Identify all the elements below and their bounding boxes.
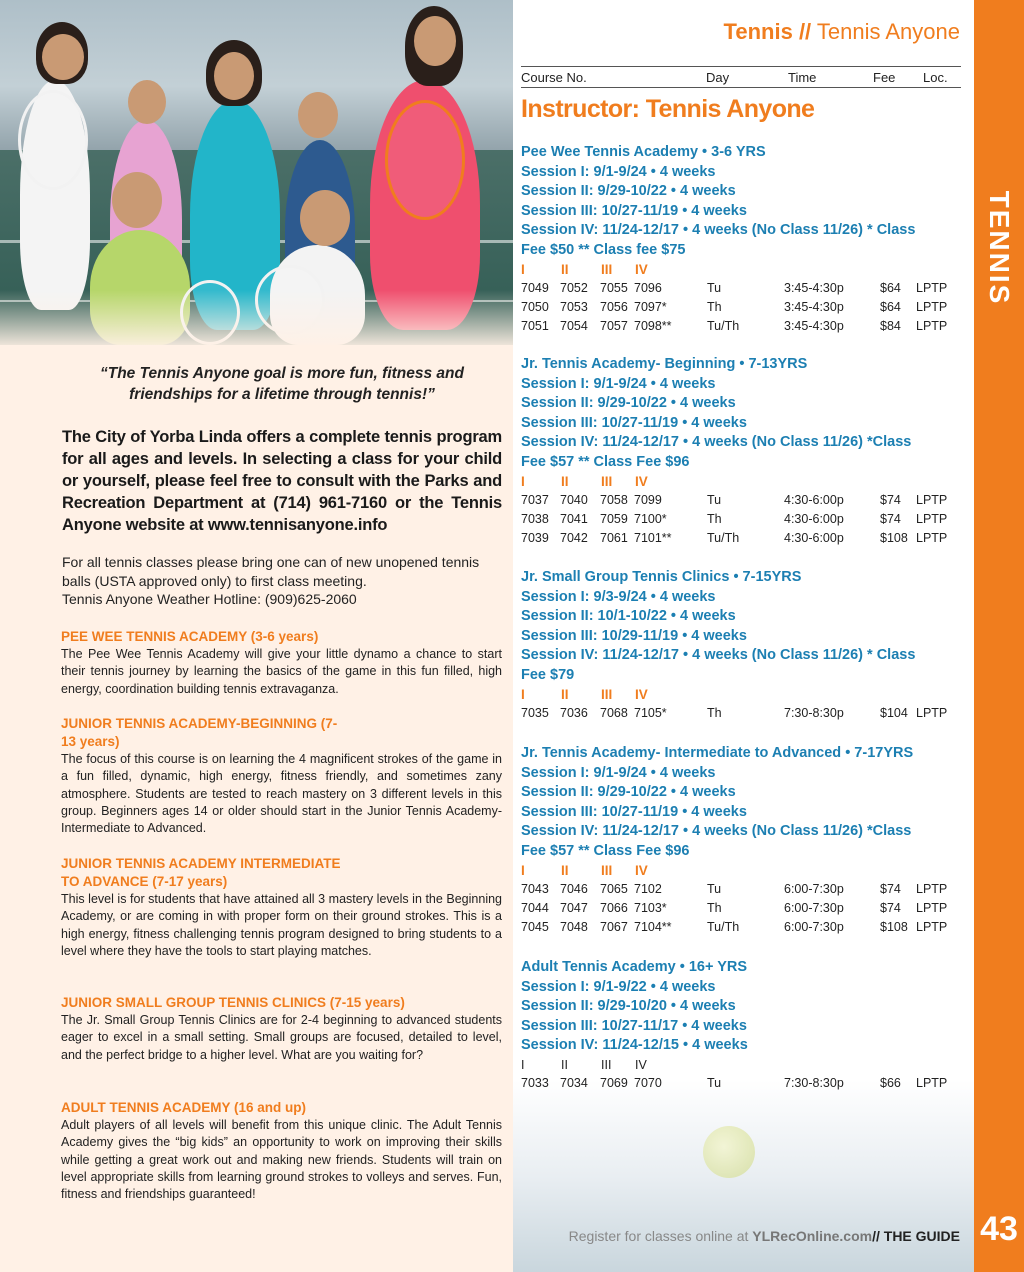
course-number: 7039 xyxy=(521,530,549,545)
level-label: III xyxy=(601,261,613,277)
course-number: 7051 xyxy=(521,318,549,333)
title-separator: // xyxy=(798,19,812,44)
class-title: Pee Wee Tennis Academy • 3-6 YRS xyxy=(521,144,766,160)
intro-paragraph: The City of Yorba Linda offers a complete tennis program for all ages and levels. In selecting a class for your child or yourself, please feel free to consult with the Parks and Recreation Department at (714) 961-7160 or the Tennis Anyone website at www.tennisanyone.info xyxy=(62,428,502,534)
course-location: LPTP xyxy=(916,511,948,526)
course-time: 7:30-8:30p xyxy=(784,705,844,720)
course-day: Th xyxy=(707,705,722,720)
course-number: 7102 xyxy=(634,881,662,896)
weather-hotline: Tennis Anyone Weather Hotline: (909)625-2060 xyxy=(62,591,357,607)
course-number: 7036 xyxy=(560,705,588,720)
class-block xyxy=(521,744,966,937)
description-title: JUNIOR TENNIS ACADEMY-BEGINNING (7-13 years) xyxy=(61,716,338,749)
course-time: 4:30-6:00p xyxy=(784,511,844,526)
course-number: 7070 xyxy=(634,1075,662,1090)
description-title: ADULT TENNIS ACADEMY (16 and up) xyxy=(61,1100,307,1115)
instructor-heading: Instructor: Tennis Anyone xyxy=(521,95,815,123)
kid-face xyxy=(42,34,84,80)
course-number: 7059 xyxy=(600,511,628,526)
description-small-group xyxy=(61,994,502,1064)
course-location: LPTP xyxy=(916,919,948,934)
session-line: Fee $57 ** Class Fee $96 xyxy=(521,453,690,470)
session-line: Session IV: 11/24-12/17 • 4 weeks (No Class 11/26) * Class xyxy=(521,647,916,664)
class-note xyxy=(62,553,507,609)
description-junior-beginning xyxy=(61,715,502,837)
course-number: 7105* xyxy=(634,705,667,720)
kid-face xyxy=(300,190,350,246)
course-day: Tu xyxy=(707,881,722,896)
session-line: Session III: 10/27-11/19 • 4 weeks xyxy=(521,202,747,219)
class-title: Jr. Small Group Tennis Clinics • 7-15YRS xyxy=(521,569,802,585)
description-body: The focus of this course is on learning the 4 magnificent strokes of the game in a fun filled, dynamic, high energy, fitness friendly, and sometimes zany atmosphere. Students are tested to reach mastery on 3 different levels in this group. Beginners ages 14 or older should start in the Junior Tennis Academy- Intermediate to Advanced. xyxy=(61,752,502,836)
session-line: Session II: 9/29-10/20 • 4 weeks xyxy=(521,998,736,1015)
footer-guide: // THE GUIDE xyxy=(872,1228,960,1244)
course-number: 7101** xyxy=(634,530,672,545)
course-time: 4:30-6:00p xyxy=(784,530,844,545)
course-fee: $84 xyxy=(880,318,901,333)
kid-face xyxy=(414,16,456,66)
section-title: Tennis xyxy=(723,19,793,44)
course-time: 4:30-6:00p xyxy=(784,492,844,507)
course-number: 7049 xyxy=(521,280,549,295)
racket xyxy=(18,90,88,190)
course-fee: $74 xyxy=(880,492,901,507)
session-line: Fee $79 xyxy=(521,666,575,683)
course-number: 7055 xyxy=(600,280,628,295)
kids-tennis-photo xyxy=(0,0,513,345)
course-number: 7033 xyxy=(521,1075,549,1090)
description-pee-wee xyxy=(61,628,502,698)
session-line: Session IV: 11/24-12/15 • 4 weeks xyxy=(521,1037,748,1054)
course-time: 6:00-7:30p xyxy=(784,919,844,934)
course-number: 7048 xyxy=(560,919,588,934)
course-row xyxy=(521,1074,966,1093)
col-loc: Loc. xyxy=(923,70,948,85)
class-block xyxy=(521,355,966,548)
session-line: Session III: 10/29-11/19 • 4 weeks xyxy=(521,627,747,644)
course-number: 7035 xyxy=(521,705,549,720)
course-number: 7058 xyxy=(600,492,628,507)
page-title xyxy=(724,18,960,46)
course-row xyxy=(521,529,966,548)
course-fee: $64 xyxy=(880,299,901,314)
course-row xyxy=(521,704,966,723)
side-tab-text: TENNIS xyxy=(984,190,1015,306)
class-block xyxy=(521,568,966,723)
session-line: Fee $50 ** Class fee $75 xyxy=(521,241,686,258)
level-label: II xyxy=(561,1057,568,1072)
course-number: 7053 xyxy=(560,299,588,314)
level-row xyxy=(521,261,966,279)
level-label: II xyxy=(561,261,569,277)
kid-face xyxy=(298,92,338,138)
course-day: Tu/Th xyxy=(707,530,740,545)
course-number: 7043 xyxy=(521,881,549,896)
course-number: 7052 xyxy=(560,280,588,295)
session-line: Session IV: 11/24-12/17 • 4 weeks (No Class 11/26) * Class xyxy=(521,222,916,239)
footer-site-link[interactable]: YLRecOnline.com xyxy=(752,1228,873,1244)
course-location: LPTP xyxy=(916,705,948,720)
course-number: 7100* xyxy=(634,511,667,526)
course-time: 3:45-4:30p xyxy=(784,280,844,295)
course-number: 7042 xyxy=(560,530,588,545)
course-number: 7098** xyxy=(634,318,672,333)
session-line: Session I: 9/1-9/24 • 4 weeks xyxy=(521,764,716,781)
session-line: Session III: 10/27-11/19 • 4 weeks xyxy=(521,803,747,820)
level-row xyxy=(521,1056,966,1074)
level-label: III xyxy=(601,686,613,702)
course-time: 3:45-4:30p xyxy=(784,299,844,314)
course-number: 7069 xyxy=(600,1075,628,1090)
course-day: Th xyxy=(707,299,722,314)
course-day: Th xyxy=(707,900,722,915)
column-header xyxy=(521,66,961,88)
description-body: Adult players of all levels will benefit from this unique clinic. The Adult Tennis Academy gives the “big kids” an opportunity to work on improving their skills while getting a great work out and making new friends. Students will train on level appropriate skills from learning ground strokes to volleys and serves. Fun, fitness and friendships guaranteed! xyxy=(61,1118,502,1202)
course-fee: $74 xyxy=(880,881,901,896)
description-title: JUNIOR TENNIS ACADEMY INTERMEDIATE TO ADVANCE (7-17 years) xyxy=(61,856,341,889)
course-number: 7050 xyxy=(521,299,549,314)
col-time: Time xyxy=(788,70,817,85)
balls-note: For all tennis classes please bring one can of new unopened tennis balls (USTA approved only) to first class meeting. xyxy=(62,554,480,589)
course-fee: $66 xyxy=(880,1075,901,1090)
session-line: Session IV: 11/24-12/17 • 4 weeks (No Class 11/26) *Class xyxy=(521,823,912,840)
session-line: Session I: 9/3-9/24 • 4 weeks xyxy=(521,588,716,605)
kid-face xyxy=(112,172,162,228)
level-row xyxy=(521,862,966,880)
course-location: LPTP xyxy=(916,318,948,333)
course-number: 7038 xyxy=(521,511,549,526)
level-label: IV xyxy=(635,1057,647,1072)
class-title: Jr. Tennis Academy- Beginning • 7-13YRS xyxy=(521,356,808,372)
course-number: 7044 xyxy=(521,900,549,915)
course-location: LPTP xyxy=(916,280,948,295)
course-number: 7037 xyxy=(521,492,549,507)
level-label: I xyxy=(521,1057,525,1072)
course-number: 7046 xyxy=(560,881,588,896)
session-line: Session III: 10/27-11/17 • 4 weeks xyxy=(521,1017,747,1034)
level-label: IV xyxy=(635,261,648,277)
racket xyxy=(385,100,465,220)
course-row xyxy=(521,317,966,336)
session-line: Fee $57 ** Class Fee $96 xyxy=(521,842,690,859)
course-number: 7099 xyxy=(634,492,662,507)
session-line: Session III: 10/27-11/19 • 4 weeks xyxy=(521,414,747,431)
session-line: Session II: 9/29-10/22 • 4 weeks xyxy=(521,183,736,200)
quote: “The Tennis Anyone goal is more fun, fitness and friendships for a lifetime through tennis!” xyxy=(99,365,464,403)
level-label: II xyxy=(561,686,569,702)
footer xyxy=(569,1227,960,1245)
course-location: LPTP xyxy=(916,492,948,507)
description-junior-intermediate xyxy=(61,855,502,960)
course-time: 3:45-4:30p xyxy=(784,318,844,333)
course-location: LPTP xyxy=(916,881,948,896)
course-row xyxy=(521,279,966,298)
course-location: LPTP xyxy=(916,900,948,915)
session-line: Session II: 9/29-10/22 • 4 weeks xyxy=(521,784,736,801)
course-time: 6:00-7:30p xyxy=(784,900,844,915)
course-row xyxy=(521,491,966,510)
level-label: I xyxy=(521,686,525,702)
level-label: III xyxy=(601,862,613,878)
side-tab-label xyxy=(974,188,1024,308)
session-line: Session II: 10/1-10/22 • 4 weeks xyxy=(521,608,736,625)
course-number: 7040 xyxy=(560,492,588,507)
course-day: Th xyxy=(707,511,722,526)
photo-fade xyxy=(0,290,513,345)
course-fee: $108 xyxy=(880,919,908,934)
level-label: III xyxy=(601,473,613,489)
course-row xyxy=(521,918,966,937)
session-line: Session IV: 11/24-12/17 • 4 weeks (No Class 11/26) *Class xyxy=(521,434,912,451)
description-adult xyxy=(61,1099,502,1203)
col-course-no: Course No. xyxy=(521,70,587,85)
class-block xyxy=(521,958,966,1093)
class-block xyxy=(521,143,966,336)
description-body: This level is for students that have attained all 3 mastery levels in the Beginning Academy, or are coming in with proper form on their ground strokes. This is a high energy, fitness challenging tennis program designed to bring students to a level where they have the tools to start playing matches. xyxy=(61,892,502,958)
course-number: 7096 xyxy=(634,280,662,295)
course-day: Tu/Th xyxy=(707,318,740,333)
course-number: 7067 xyxy=(600,919,628,934)
course-number: 7068 xyxy=(600,705,628,720)
course-number: 7066 xyxy=(600,900,628,915)
description-title: PEE WEE TENNIS ACADEMY (3-6 years) xyxy=(61,629,319,644)
course-fee: $64 xyxy=(880,280,901,295)
level-label: IV xyxy=(635,686,648,702)
level-label: II xyxy=(561,473,569,489)
description-title: JUNIOR SMALL GROUP TENNIS CLINICS (7-15 years) xyxy=(61,995,405,1010)
course-fee: $108 xyxy=(880,530,908,545)
course-number: 7061 xyxy=(600,530,628,545)
course-time: 7:30-8:30p xyxy=(784,1075,844,1090)
course-time: 6:00-7:30p xyxy=(784,881,844,896)
level-label: IV xyxy=(635,862,648,878)
subsection-title: Tennis Anyone xyxy=(816,19,960,44)
class-title: Adult Tennis Academy • 16+ YRS xyxy=(521,959,748,975)
course-day: Tu/Th xyxy=(707,919,740,934)
level-label: I xyxy=(521,473,525,489)
course-row xyxy=(521,899,966,918)
course-location: LPTP xyxy=(916,299,948,314)
level-label: IV xyxy=(635,473,648,489)
course-number: 7104** xyxy=(634,919,672,934)
session-line: Session I: 9/1-9/24 • 4 weeks xyxy=(521,375,716,392)
class-title: Jr. Tennis Academy- Intermediate to Advanced • 7-17YRS xyxy=(521,745,914,761)
course-number: 7065 xyxy=(600,881,628,896)
course-day: Tu xyxy=(707,1075,722,1090)
course-number: 7057 xyxy=(600,318,628,333)
level-row xyxy=(521,686,966,704)
course-day: Tu xyxy=(707,280,722,295)
level-label: I xyxy=(521,862,525,878)
course-row xyxy=(521,298,966,317)
level-row xyxy=(521,473,966,491)
course-row xyxy=(521,510,966,529)
level-label: I xyxy=(521,261,525,277)
course-number: 7045 xyxy=(521,919,549,934)
course-day: Tu xyxy=(707,492,722,507)
course-fee: $74 xyxy=(880,900,901,915)
session-line: Session II: 9/29-10/22 • 4 weeks xyxy=(521,395,736,412)
kid-face xyxy=(128,80,166,124)
level-label: III xyxy=(601,1057,612,1072)
course-number: 7056 xyxy=(600,299,628,314)
col-fee: Fee xyxy=(873,70,896,85)
right-column xyxy=(513,0,974,1272)
course-fee: $74 xyxy=(880,511,901,526)
tennis-ball xyxy=(703,1126,755,1178)
course-number: 7054 xyxy=(560,318,588,333)
course-location: LPTP xyxy=(916,530,948,545)
level-label: II xyxy=(561,862,569,878)
session-line: Session I: 9/1-9/24 • 4 weeks xyxy=(521,163,716,180)
course-location: LPTP xyxy=(916,1075,948,1090)
course-number: 7041 xyxy=(560,511,588,526)
description-body: The Pee Wee Tennis Academy will give your little dynamo a chance to start their tennis journey by learning the basics of the game in this fun filled, high energy, coordination building tennis extravaganza. xyxy=(61,647,502,696)
course-row xyxy=(521,880,966,899)
session-line: Session I: 9/1-9/22 • 4 weeks xyxy=(521,978,716,995)
col-day: Day xyxy=(706,70,730,85)
footer-prefix: Register for classes online at xyxy=(568,1228,753,1244)
course-number: 7103* xyxy=(634,900,667,915)
course-number: 7047 xyxy=(560,900,588,915)
description-body: The Jr. Small Group Tennis Clinics are for 2-4 beginning to advanced students eager to excel in a small setting. Small groups are focused, detailed to level, and the perfect bridge to a higher level. What are you waiting for? xyxy=(61,1013,502,1062)
coach-face xyxy=(214,52,254,100)
course-fee: $104 xyxy=(880,705,908,720)
page-number: 43 xyxy=(980,1210,1018,1248)
course-number: 7034 xyxy=(560,1075,588,1090)
course-number: 7097* xyxy=(634,299,667,314)
